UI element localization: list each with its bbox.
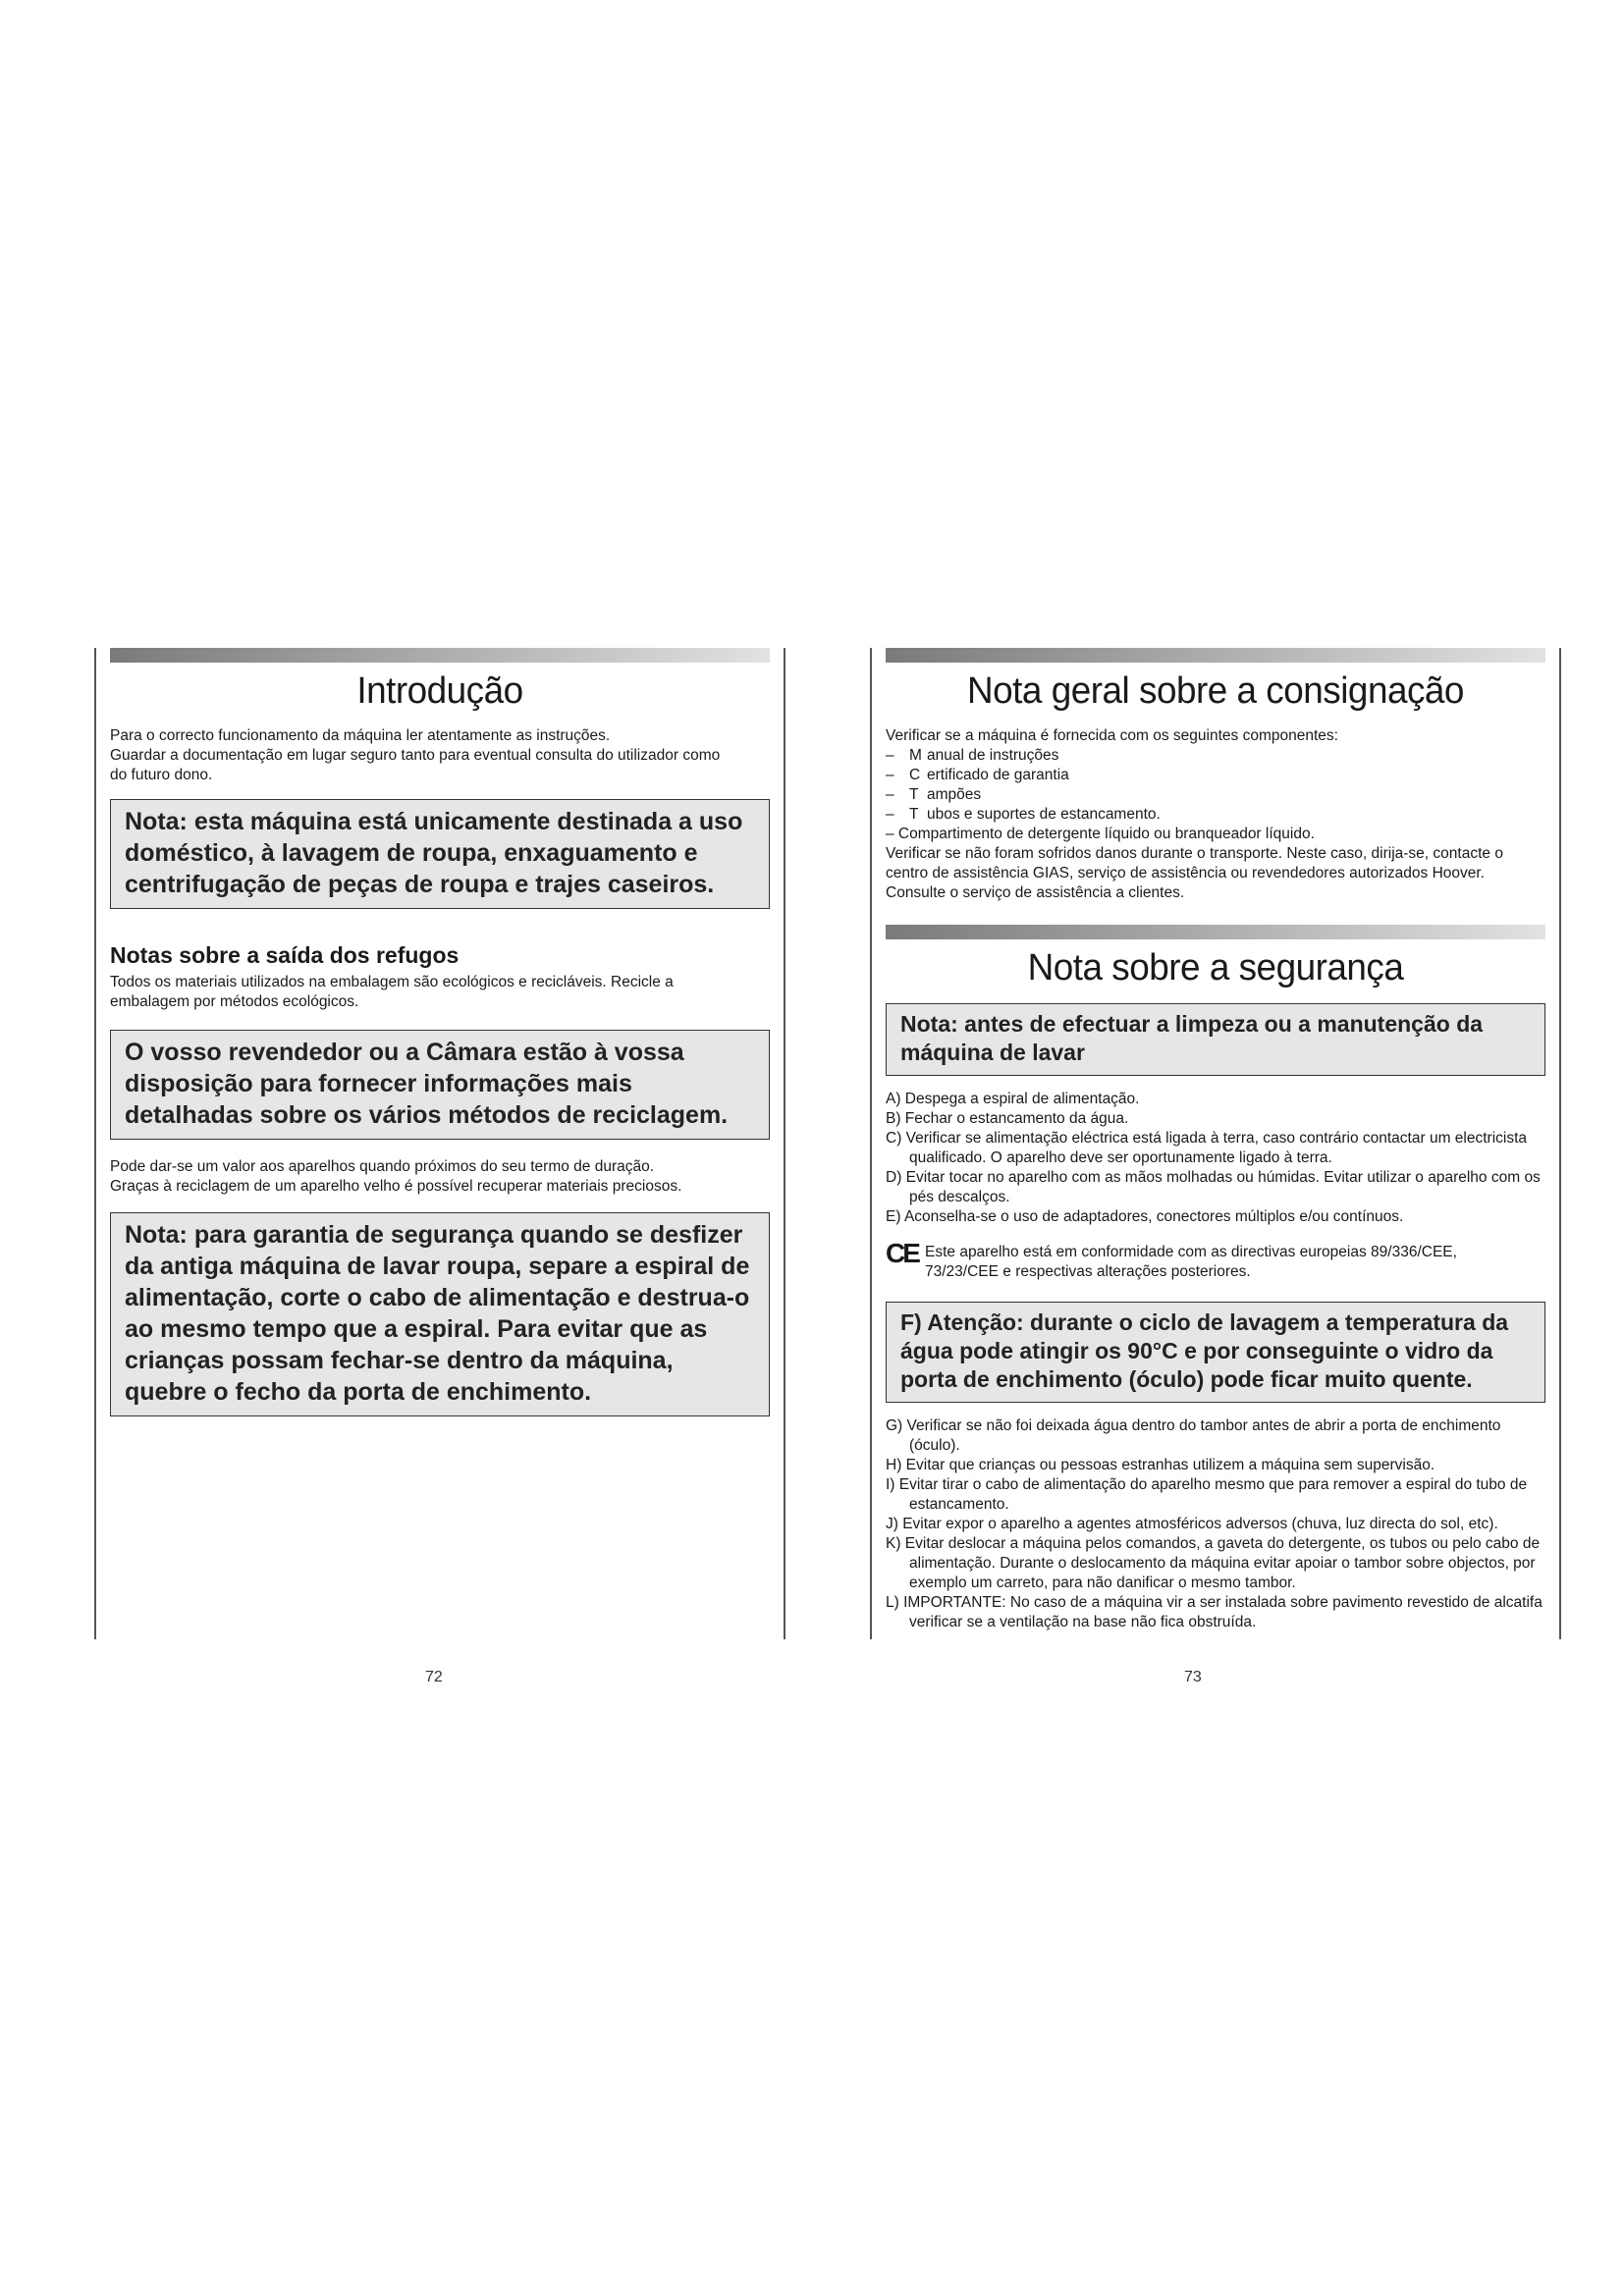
safety-list-g-l — [886, 1416, 1545, 1632]
intro-paragraph — [110, 726, 770, 785]
transport-line: centro de assistência GIAS, serviço de assistência ou revendedores autorizados Hoover. — [886, 865, 1485, 881]
ce-text — [925, 1241, 1457, 1282]
list-item — [886, 766, 1545, 785]
ce-conformity — [886, 1238, 1545, 1282]
right-page — [870, 648, 1561, 1639]
list-item: H) Evitar que crianças ou pessoas estranhas utilizem a máquina sem supervisão. — [886, 1457, 1435, 1473]
dash: – — [886, 747, 894, 764]
title-seguranca: Nota sobre a segurança — [1027, 947, 1404, 988]
intro-line: Guardar a documentação em lugar seguro tanto para eventual consulta do utilizador como — [110, 747, 721, 764]
item-initial: M — [909, 747, 922, 764]
right-page-content — [886, 648, 1545, 1632]
list-item: C) Verificar se alimentação eléctrica está ligada à terra, caso contrário contactar um electricista qualificado. O aparelho deve ser oportunamente ligado à terra. — [886, 1130, 1528, 1166]
ce-line: Este aparelho está em conformidade com as directivas europeias 89/336/CEE, — [925, 1244, 1457, 1260]
ce-mark-icon: CE — [886, 1238, 918, 1268]
waste-line: Todos os materiais utilizados na embalagem são ecológicos e recicláveis. Recicle a — [110, 974, 674, 990]
list-item: K) Evitar deslocar a máquina pelos comandos, a gaveta do detergente, os tubos ou pelo cabo de alimentação. Durante o deslocamento da máquina evitar apoiar o tambor sobre objectos, por exemplo um carreto, para não danificar o mesmo tambor. — [886, 1535, 1541, 1591]
item-text: ertificado de garantia — [927, 767, 1069, 783]
item-initial: T — [909, 786, 919, 803]
note-disposal-safety: Nota: para garantia de segurança quando se desfizer da antiga máquina de lavar roupa, separe a espiral de alimentação, corte o cabo de alimentação e destrua-o ao mesmo tempo que a espiral. Para evitar que as crianças possam fechar-se dentro da máquina, quebre o fecho da porta de enchimento. — [110, 1212, 770, 1416]
list-item: I) Evitar tirar o cabo de alimentação do aparelho mesmo que para remover a espiral do tubo de estancamento. — [886, 1476, 1528, 1513]
list-item — [886, 746, 1545, 766]
item-initial: T — [909, 806, 919, 823]
item-initial: C — [909, 767, 921, 783]
transport-line: Consulte o serviço de assistência a clientes. — [886, 884, 1185, 901]
item-text: ampões — [927, 786, 982, 803]
intro-line: do futuro dono. — [110, 767, 213, 783]
transport-paragraph — [886, 844, 1545, 903]
list-item: D) Evitar tocar no aparelho com as mãos molhadas ou húmidas. Evitar utilizar o aparelho com os pés descalços. — [886, 1169, 1541, 1205]
item-text: anual de instruções — [927, 747, 1059, 764]
intro-line: Para o correcto funcionamento da máquina ler atentamente as instruções. — [110, 727, 611, 744]
waste-heading: Notas sobre a saída dos refugos — [110, 942, 460, 968]
list-item: A) Despega a espiral de alimentação. — [886, 1091, 1140, 1107]
list-item: G) Verificar se não foi deixada água dentro do tambor antes de abrir a porta de enchimento (óculo). — [886, 1417, 1501, 1454]
waste-paragraph — [110, 973, 770, 1012]
ce-line: 73/23/CEE e respectivas alterações posteriores. — [925, 1263, 1251, 1280]
list-item: J) Evitar expor o aparelho a agentes atmosféricos adversos (chuva, luz directa do sol, etc). — [886, 1516, 1498, 1532]
page-number-right: 73 — [1184, 1669, 1202, 1685]
title-consignacao: Nota geral sobre a consignação — [967, 670, 1464, 712]
note-before-cleaning: Nota: antes de efectuar a limpeza ou a manutenção da máquina de lavar — [886, 1003, 1545, 1076]
safety-list-a-e — [886, 1090, 1545, 1227]
section-header-bar — [886, 648, 1545, 663]
value-line: Pode dar-se um valor aos aparelhos quando próximos do seu termo de duração. — [110, 1158, 655, 1175]
waste-line: embalagem por métodos ecológicos. — [110, 993, 359, 1010]
transport-line: Verificar se não foram sofridos danos durante o transporte. Neste caso, dirija-se, contacte o — [886, 845, 1503, 862]
list-item: B) Fechar o estancamento da água. — [886, 1110, 1129, 1127]
note-recycling-info: O vosso revendedor ou a Câmara estão à vossa disposição para fornecer informações mais detalhadas sobre os vários métodos de reciclagem. — [110, 1030, 770, 1140]
dash: – — [886, 786, 894, 803]
dash: – — [886, 806, 894, 823]
section-header-bar — [110, 648, 770, 663]
page-number-left: 72 — [425, 1669, 443, 1685]
note-hot-glass: F) Atenção: durante o ciclo de lavagem a temperatura da água pode atingir os 90°C e por conseguinte o vidro da porta de enchimento (óculo) pode ficar muito quente. — [886, 1302, 1545, 1403]
components-intro: Verificar se a máquina é fornecida com os seguintes componentes: — [886, 727, 1338, 744]
list-item: L) IMPORTANTE: No caso de a máquina vir a ser instalada sobre pavimento revestido de alcatifa verificar se a ventilação na base não fica obstruída. — [886, 1594, 1543, 1630]
dash: – — [886, 767, 894, 783]
item-text: ubos e suportes de estancamento. — [927, 806, 1161, 823]
list-item — [886, 805, 1545, 825]
list-item — [886, 785, 1545, 805]
left-page — [94, 648, 785, 1639]
components-list — [886, 746, 1545, 825]
title-introducao: Introdução — [356, 670, 523, 712]
note-domestic-use: Nota: esta máquina está unicamente destinada a uso doméstico, à lavagem de roupa, enxaguamento e centrifugação de peças de roupa e trajes caseiros. — [110, 799, 770, 909]
value-paragraph — [110, 1157, 770, 1197]
section-header-bar — [886, 925, 1545, 939]
list-item: E) Aconselha-se o uso de adaptadores, conectores múltiplos e/ou contínuos. — [886, 1208, 1404, 1225]
components-extra: – Compartimento de detergente líquido ou branqueador líquido. — [886, 826, 1315, 842]
value-line: Graças à reciclagem de um aparelho velho é possível recuperar materiais preciosos. — [110, 1178, 682, 1195]
left-page-content — [110, 648, 770, 1416]
